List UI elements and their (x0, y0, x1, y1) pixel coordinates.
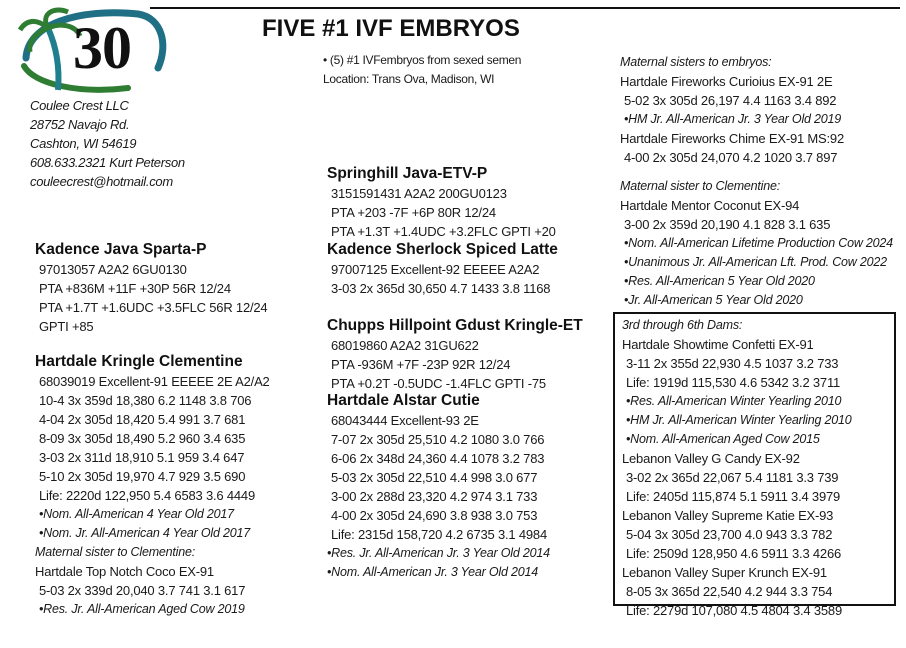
award-line: •Nom. All-American Aged Cow 2015 (626, 432, 820, 446)
dam-cutie (327, 391, 550, 582)
award-line: •Nom. Jr. All-American 4 Year Old 2017 (39, 526, 250, 540)
animal-name: Springhill Java-ETV-P (327, 165, 488, 182)
dam-clementine (35, 352, 270, 619)
animal-name: Kadence Java Sparta-P (35, 241, 207, 258)
animal-detail: 68019860 A2A2 31GU622 (331, 338, 479, 353)
record-row: 8-05 3x 365d 22,540 4.2 944 3.3 754 (626, 584, 833, 599)
animal-name: Hartdale Top Notch Coco EX-91 (35, 564, 214, 579)
note-line: Location: Trans Ova, Madison, WI (323, 72, 495, 86)
award-line: •Nom. All-American 4 Year Old 2017 (39, 507, 234, 521)
award-line: •HM Jr. All-American Jr. 3 Year Old 2019 (624, 112, 842, 126)
section-heading: Maternal sister to Clementine: (35, 545, 196, 559)
record-row: 4-04 2x 305d 18,420 5.4 991 3.7 681 (39, 412, 246, 427)
section-heading: Maternal sister to Clementine: (620, 179, 781, 193)
award-line: •Jr. All-American 5 Year Old 2020 (624, 293, 803, 307)
award-line: •Res. Jr. All-American Jr. 3 Year Old 2014 (327, 546, 550, 560)
record-row: 5-04 3x 305d 23,700 4.0 943 3.3 782 (626, 527, 833, 542)
animal-name: Hartdale Alstar Cutie (327, 392, 480, 409)
record-row: 10-4 3x 359d 18,380 6.2 1148 3.8 706 (39, 393, 252, 408)
animal-name: Hartdale Fireworks Curioius EX-91 2E (620, 74, 833, 89)
coulee-crest-logo (18, 6, 168, 96)
record-row: 3-00 2x 359d 20,190 4.1 828 3.1 635 (624, 217, 831, 232)
animal-detail: PTA +0.2T -0.5UDC -1.4FLC GPTI -75 (331, 376, 546, 391)
animal-name: Hartdale Showtime Confetti EX-91 (622, 337, 814, 352)
record-row: 6-06 2x 348d 24,360 4.4 1078 3.2 783 (331, 451, 545, 466)
contact-info (30, 96, 185, 191)
dams-box-content (622, 316, 852, 620)
animal-detail: 97013057 A2A2 6GU0130 (39, 262, 187, 277)
record-row: 3-03 2x 311d 18,910 5.1 959 3.4 647 (39, 450, 245, 465)
lifetime-row: Life: 2279d 107,080 4.5 4804 3.4 3589 (626, 603, 842, 618)
record-row: 3-00 2x 288d 23,320 4.2 974 3.1 733 (331, 489, 538, 504)
animal-detail: PTA +1.3T +1.4UDC +3.2FLC GPTI +20 (331, 224, 556, 239)
animal-detail: 68039019 Excellent-91 EEEEE 2E A2/A2 (39, 374, 270, 389)
maternal-sisters-embryos (620, 53, 844, 167)
lifetime-row: Life: 2405d 115,874 5.1 5911 3.4 3979 (626, 489, 841, 504)
animal-detail: 3151591431 A2A2 200GU0123 (331, 186, 507, 201)
animal-name: Kadence Sherlock Spiced Latte (327, 241, 558, 258)
contact-line: 28752 Navajo Rd. (30, 117, 130, 132)
animal-name: Hartdale Kringle Clementine (35, 353, 243, 370)
animal-name: Lebanon Valley Supreme Katie EX-93 (622, 508, 834, 523)
record-row: 3-11 2x 355d 22,930 4.5 1037 3.2 733 (626, 356, 839, 371)
record-row: 5-03 2x 305d 22,510 4.4 998 3.0 677 (331, 470, 538, 485)
contact-line: 608.633.2321 Kurt Peterson (30, 155, 185, 170)
top-rule (150, 7, 900, 9)
award-line: •Nom. All-American Jr. 3 Year Old 2014 (327, 565, 538, 579)
dam-sherlock (327, 240, 558, 298)
sire-chupps (327, 316, 583, 393)
award-line: •Nom. All-American Lifetime Production Cow 2024 (624, 236, 893, 250)
award-line: •Res. All-American Winter Yearling 2010 (626, 394, 842, 408)
record-row: 7-07 2x 305d 25,510 4.2 1080 3.0 766 (331, 432, 545, 447)
maternal-sister-clementine (620, 177, 893, 310)
sire-springhill (327, 164, 556, 241)
sire-kadence-java (35, 240, 267, 336)
animal-detail: PTA -936M +7F -23P 92R 12/24 (331, 357, 511, 372)
record-row: 8-09 3x 305d 18,490 5.2 960 3.4 635 (39, 431, 246, 446)
lifetime-row: Life: 2315d 158,720 4.2 6735 3.1 4984 (331, 527, 547, 542)
animal-name: Lebanon Valley Super Krunch EX-91 (622, 565, 827, 580)
record-row: 5-03 2x 339d 20,040 3.7 741 3.1 617 (39, 583, 246, 598)
contact-line: Cashton, WI 54619 (30, 136, 137, 151)
lifetime-row: Life: 2509d 128,950 4.6 5911 3.3 4266 (626, 546, 842, 561)
section-heading: 3rd through 6th Dams: (622, 318, 743, 332)
award-line: •Unanimous Jr. All-American Lft. Prod. Cow 2022 (624, 255, 887, 269)
lifetime-row: Life: 1919d 115,530 4.6 5342 3.2 3711 (626, 375, 841, 390)
note-line: • (5) #1 IVFembryos from sexed semen (323, 53, 522, 67)
award-line: •Res. All-American 5 Year Old 2020 (624, 274, 815, 288)
record-row: 5-10 2x 305d 19,970 4.7 929 3.5 690 (39, 469, 246, 484)
animal-name: Hartdale Fireworks Chime EX-91 MS:92 (620, 131, 844, 146)
record-row: 5-02 3x 305d 26,197 4.4 1163 3.4 892 (624, 93, 837, 108)
animal-detail: PTA +836M +11F +30P 56R 12/24 (39, 281, 231, 296)
animal-name: Lebanon Valley G Candy EX-92 (622, 451, 800, 466)
section-heading: Maternal sisters to embryos: (620, 55, 772, 69)
page-title: FIVE #1 IVF EMBRYOS (262, 15, 520, 42)
animal-detail: 97007125 Excellent-92 EEEEE A2A2 (331, 262, 540, 277)
lot-number: 30 (73, 15, 131, 81)
record-row: 3-02 2x 365d 22,067 5.4 1181 3.3 739 (626, 470, 839, 485)
award-line: •Res. Jr. All-American Aged Cow 2019 (39, 602, 245, 616)
contact-line: Coulee Crest LLC (30, 98, 129, 113)
animal-detail: GPTI +85 (39, 319, 94, 334)
record-row: 4-00 2x 305d 24,690 3.8 938 3.0 753 (331, 508, 538, 523)
animal-name: Hartdale Mentor Coconut EX-94 (620, 198, 800, 213)
lifetime-row: Life: 2220d 122,950 5.4 6583 3.6 4449 (39, 488, 255, 503)
animal-detail: 68043444 Excellent-93 2E (331, 413, 479, 428)
record-row: 4-00 2x 305d 24,070 4.2 1020 3.7 897 (624, 150, 838, 165)
record-row: 3-03 2x 365d 30,650 4.7 1433 3.8 1168 (331, 281, 551, 296)
embryo-note (323, 51, 521, 89)
animal-name: Chupps Hillpoint Gdust Kringle-ET (327, 317, 583, 334)
animal-detail: PTA +203 -7F +6P 80R 12/24 (331, 205, 496, 220)
animal-detail: PTA +1.7T +1.6UDC +3.5FLC 56R 12/24 (39, 300, 268, 315)
contact-line: couleecrest@hotmail.com (30, 174, 173, 189)
award-line: •HM Jr. All-American Winter Yearling 2010 (626, 413, 852, 427)
